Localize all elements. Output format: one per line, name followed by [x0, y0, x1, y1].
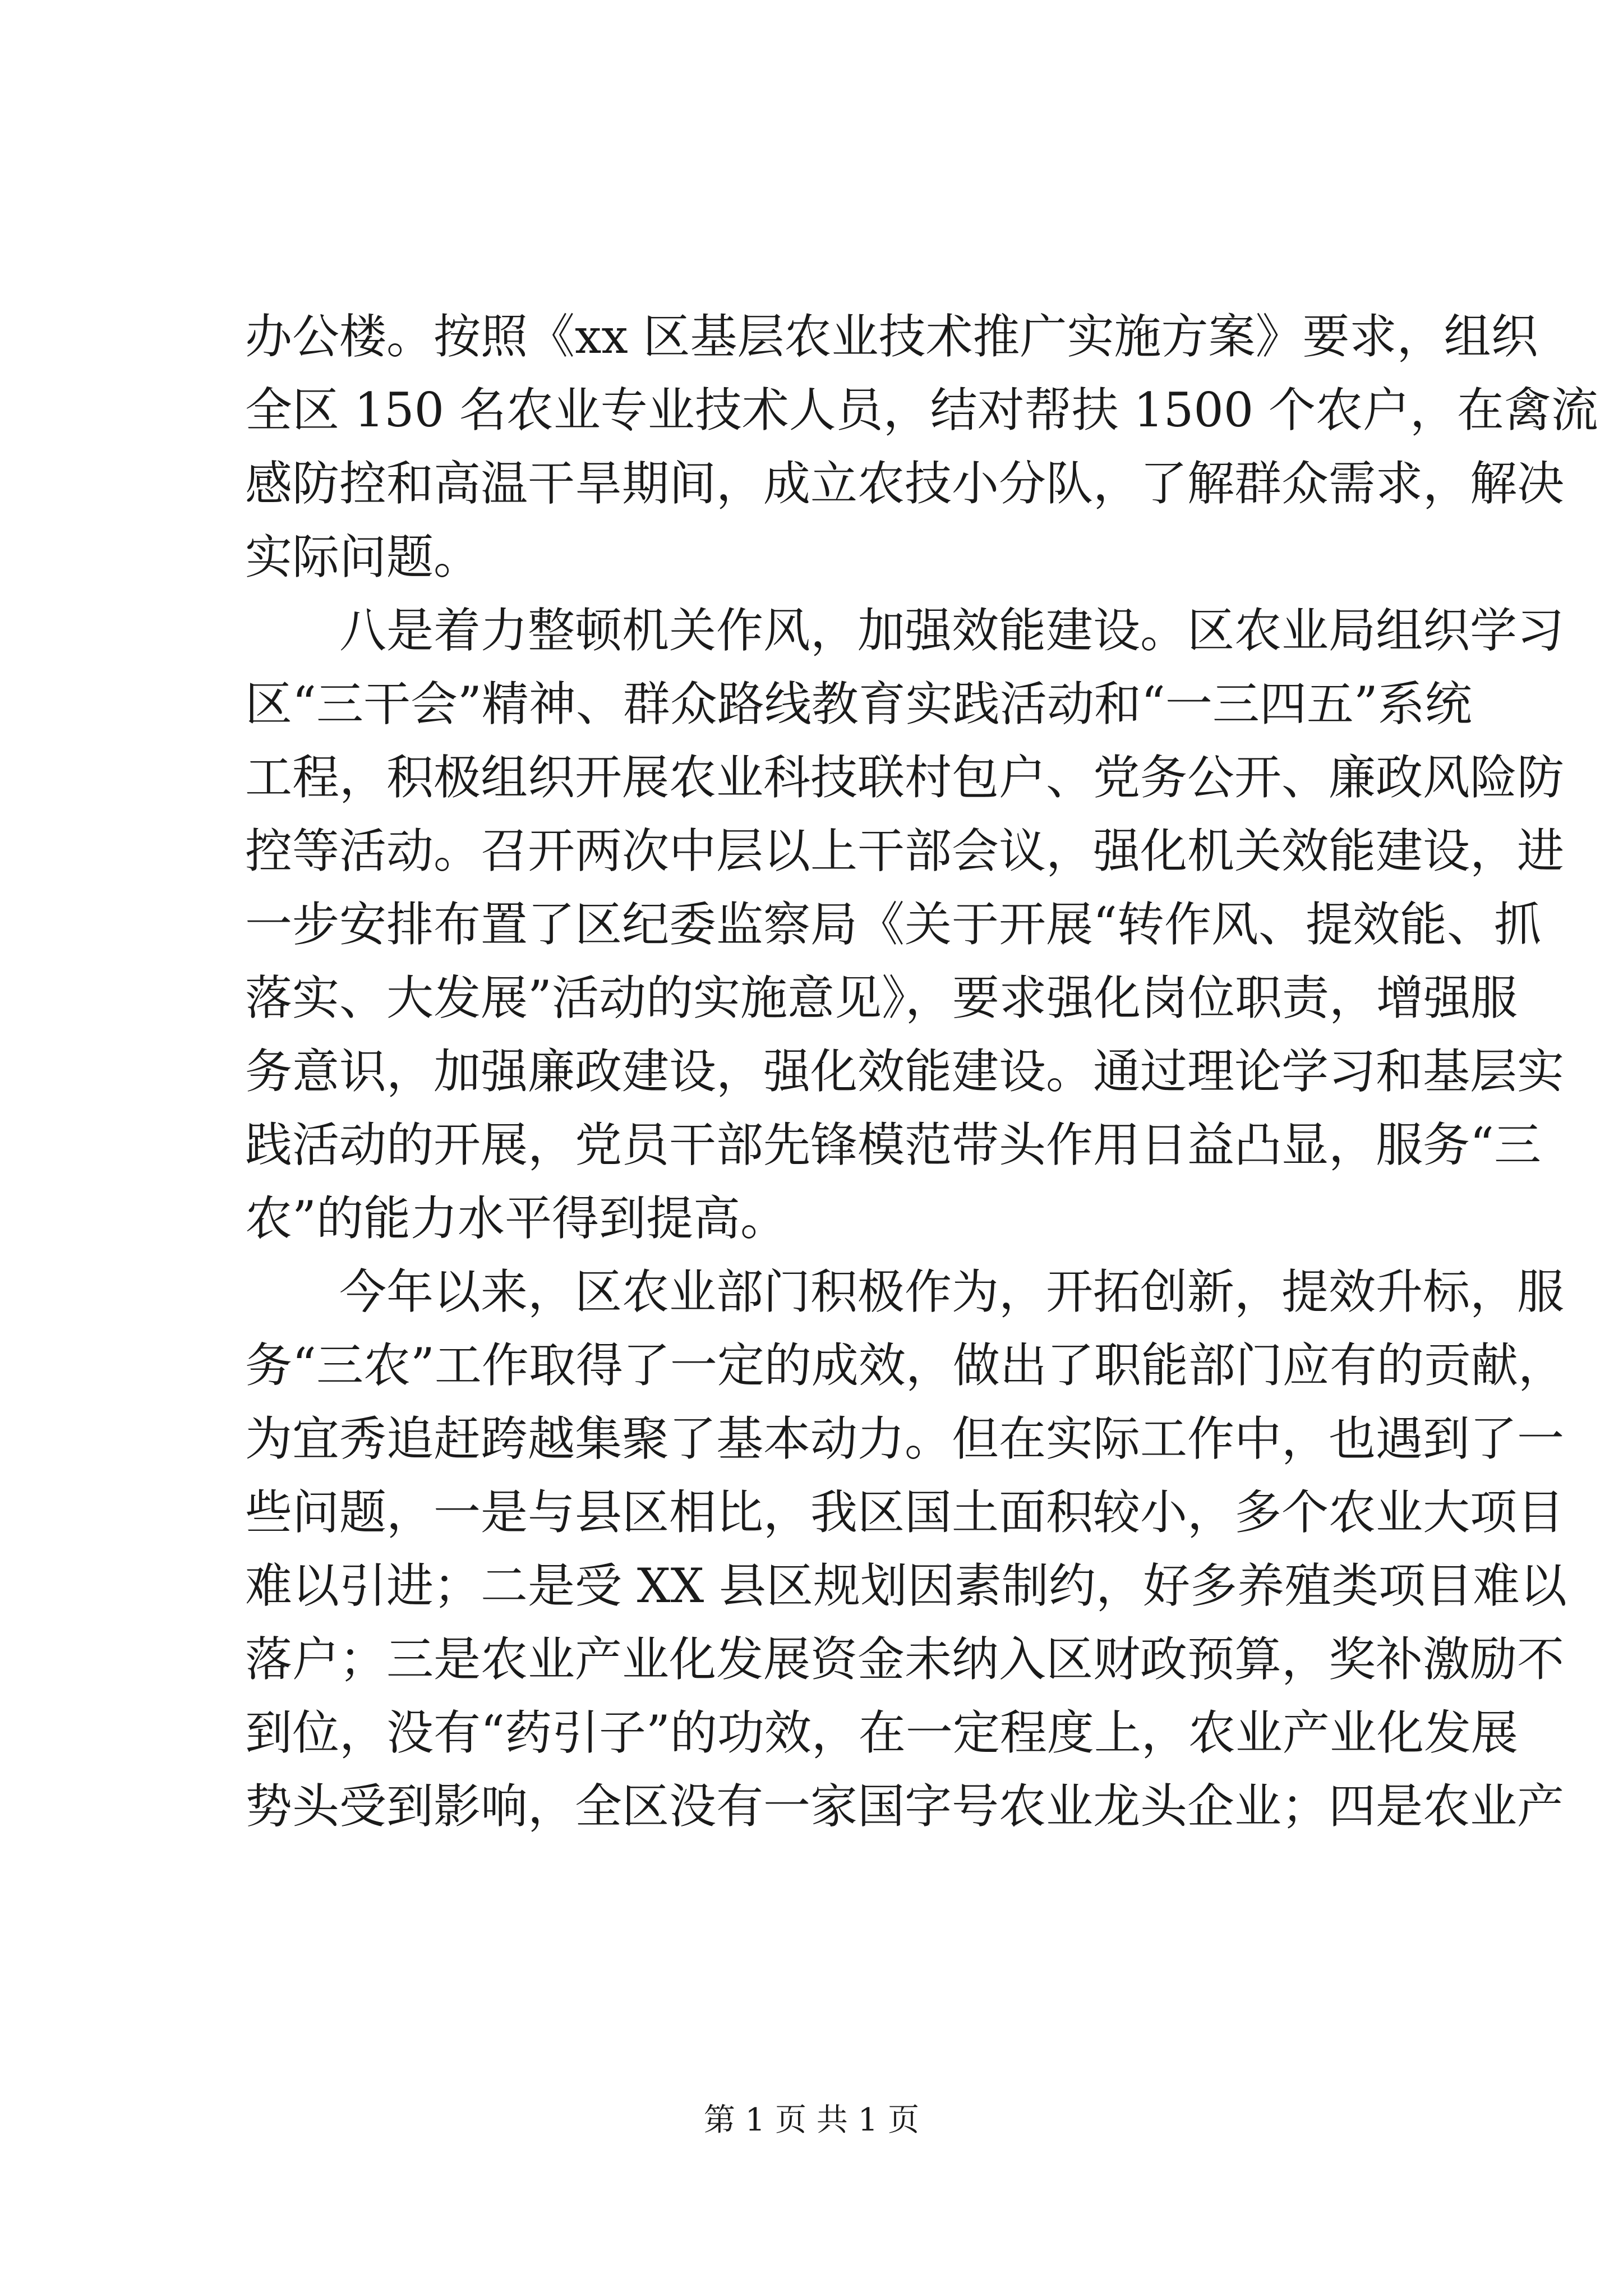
text-line: 为宜秀追赶跨越集聚了基本动力。但在实际工作中，也遇到了一 — [245, 1411, 1565, 1466]
text-line: 办公楼。按照《xx 区基层农业技术推广实施方案》要求，组织 — [245, 309, 1538, 364]
page-number-footer: 第 1 页 共 1 页 — [703, 2102, 920, 2138]
text-line: 落户；三是农业产业化发展资金未纳入区财政预算，奖补激励不 — [245, 1632, 1565, 1687]
document-body — [245, 300, 1598, 1843]
text-line: 务意识，加强廉政建设，强化效能建设。通过理论学习和基层实 — [245, 1044, 1565, 1099]
text-line: 落实、大发展”活动的实施意见》，要求强化岗位职责，增强服 — [245, 970, 1518, 1025]
text-line: 感防控和高温干旱期间，成立农技小分队，了解群众需求，解决 — [245, 456, 1565, 511]
text-line: 区“三干会”精神、群众路线教育实践活动和“一三四五”系统 — [245, 677, 1472, 731]
text-line: 工程，积极组织开展农业科技联村包户、党务公开、廉政风险防 — [245, 750, 1565, 805]
text-line: 一步安排布置了区纪委监察局《关于开展“转作风、提效能、抓 — [245, 897, 1541, 952]
text-line: 全区 150 名农业专业技术人员，结对帮扶 1500 个农户，在禽流 — [245, 383, 1598, 438]
text-line: 实际问题。 — [245, 530, 481, 585]
text-line: 些问题，一是与县区相比，我区国土面积较小，多个农业大项目 — [245, 1485, 1565, 1540]
text-line: 难以引进；二是受 XX 县区规划因素制约，好多养殖类项目难以 — [245, 1558, 1567, 1613]
text-line: 控等活动。召开两次中层以上干部会议，强化机关效能建设，进 — [245, 823, 1565, 878]
text-line: 八是着力整顿机关作风，加强效能建设。区农业局组织学习 — [339, 603, 1565, 658]
text-line: 到位，没有“药引子”的功效，在一定程度上，农业产业化发展 — [245, 1705, 1518, 1760]
text-line: 势头受到影响，全区没有一家国字号农业龙头企业；四是农业产 — [245, 1779, 1565, 1834]
text-line: 今年以来，区农业部门积极作为，开拓创新，提效升标，服 — [339, 1264, 1565, 1319]
text-line: 务“三农”工作取得了一定的成效，做出了职能部门应有的贡献， — [245, 1338, 1565, 1393]
text-line: 农”的能力水平得到提高。 — [245, 1191, 787, 1246]
text-line: 践活动的开展，党员干部先锋模范带头作用日益凸显，服务“三 — [245, 1117, 1541, 1172]
